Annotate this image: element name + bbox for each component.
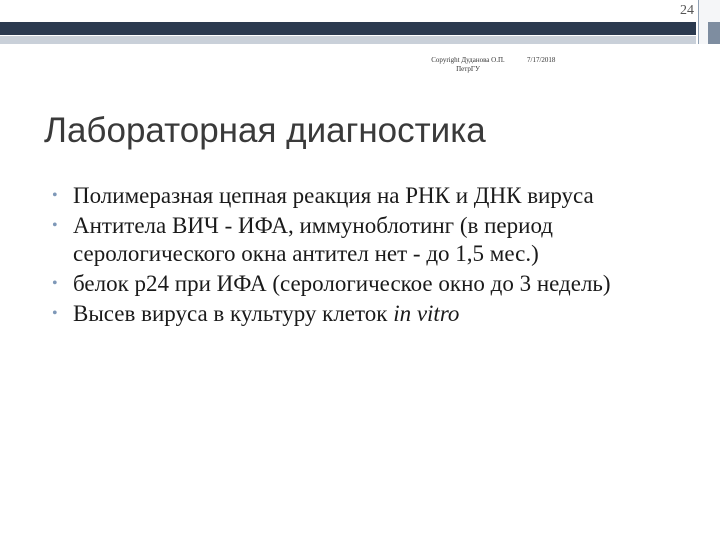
bullet-emphasis: in vitro xyxy=(393,301,460,326)
header-edge-rule xyxy=(698,0,699,44)
header-band-dark xyxy=(0,22,696,35)
footer-copyright-line1: Copyright Дуданова О.П. xyxy=(431,56,505,64)
bullet-text: Антитела ВИЧ - ИФА, иммуноблотинг (в период серологического окна антител нет - до 1,5 мес.) xyxy=(73,213,553,266)
bullet-list xyxy=(52,182,692,330)
bullet-item xyxy=(52,212,692,268)
bullet-icon: • xyxy=(52,187,58,204)
bullet-text: белок р24 при ИФА (серологическое окно до 3 недель) xyxy=(73,271,611,296)
bullet-item xyxy=(52,270,692,298)
bullet-text: Полимеразная цепная реакция на РНК и ДНК вируса xyxy=(73,183,594,208)
bullet-item xyxy=(52,300,692,328)
bullet-icon: • xyxy=(52,217,58,234)
footer-copyright xyxy=(425,56,511,74)
footer-copyright-line2: ПетрГУ xyxy=(456,65,480,73)
footer-date: 7/17/2018 xyxy=(527,56,556,64)
page-number: 24 xyxy=(680,3,694,18)
bullet-text: Высев вируса в культуру клеток xyxy=(73,301,394,326)
bullet-icon: • xyxy=(52,275,58,292)
header-edge-accent xyxy=(708,22,720,44)
header-band-light xyxy=(0,36,696,44)
bullet-item xyxy=(52,182,692,210)
slide-title: Лабораторная диагностика xyxy=(44,111,486,150)
bullet-icon: • xyxy=(52,305,58,322)
